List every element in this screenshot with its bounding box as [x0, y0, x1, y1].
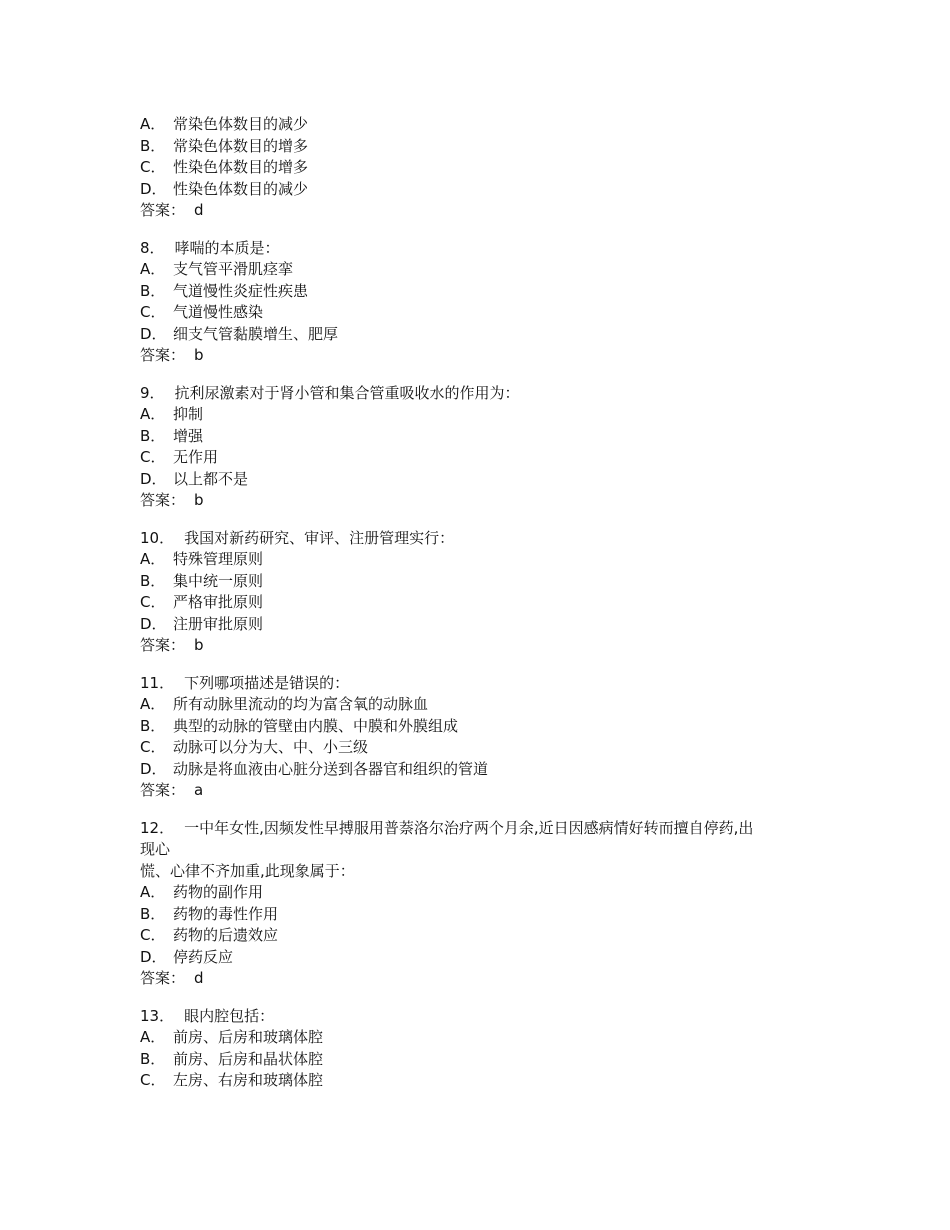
- answer-value: b: [194, 346, 204, 364]
- block-spacer: [140, 657, 820, 673]
- option-item: [140, 571, 820, 593]
- option-label: D．: [140, 614, 167, 633]
- question-text: 我国对新药研究、审评、注册管理实行：: [184, 528, 455, 547]
- question-number: 9．: [140, 383, 165, 402]
- question-line: [140, 673, 820, 695]
- answer-label: 答案：: [140, 346, 186, 364]
- option-label: A．: [140, 1028, 166, 1046]
- answer-line: [140, 968, 820, 990]
- answer-line: [140, 345, 820, 367]
- question-text: 抗利尿激素对于肾小管和集合管重吸收水的作用为：: [174, 383, 520, 402]
- question-text: 眼内腔包括：: [184, 1006, 275, 1025]
- option-text: 特殊管理原则: [173, 550, 264, 568]
- option-label: A．: [140, 695, 166, 713]
- option-item: [140, 324, 820, 346]
- option-item: [140, 469, 820, 491]
- option-item: [140, 882, 820, 904]
- answer-label: 答案：: [140, 201, 186, 219]
- block-spacer: [140, 222, 820, 238]
- option-item: [140, 947, 820, 969]
- question-number: 12．: [140, 818, 175, 837]
- option-item: [140, 281, 820, 303]
- option-text: 动脉是将血液由心脏分送到各器官和组织的管道: [173, 759, 489, 778]
- option-label: C．: [140, 1071, 166, 1089]
- option-label: B．: [140, 1049, 166, 1068]
- option-text: 左房、右房和玻璃体腔: [173, 1071, 324, 1089]
- option-text: 注册审批原则: [173, 614, 264, 633]
- option-label: A．: [140, 115, 166, 133]
- option-text: 气道慢性感染: [173, 303, 264, 321]
- question-line: [140, 861, 820, 883]
- option-item: [140, 549, 820, 571]
- answer-line: [140, 200, 820, 222]
- answer-value: d: [194, 969, 204, 987]
- option-item: [140, 592, 820, 614]
- option-item: [140, 1070, 820, 1092]
- option-item: [140, 114, 820, 136]
- option-label: C．: [140, 303, 166, 321]
- option-label: A．: [140, 405, 166, 423]
- option-text: 性染色体数目的减少: [173, 179, 309, 198]
- question-block: [140, 673, 820, 802]
- question-line: [140, 818, 820, 840]
- option-label: B．: [140, 426, 166, 445]
- option-label: C．: [140, 593, 166, 611]
- option-text: 停药反应: [173, 947, 234, 966]
- option-text: 常染色体数目的增多: [173, 136, 309, 155]
- option-text: 细支气管黏膜增生、肥厚: [173, 324, 339, 343]
- option-item: [140, 157, 820, 179]
- question-line: [140, 1006, 820, 1028]
- option-item: [140, 136, 820, 158]
- option-text: 动脉可以分为大、中、小三级: [173, 738, 369, 756]
- option-text: 药物的后遗效应: [173, 926, 279, 944]
- option-label: D．: [140, 469, 167, 488]
- option-text: 支气管平滑肌痉挛: [173, 260, 294, 278]
- answer-line: [140, 780, 820, 802]
- option-label: D．: [140, 324, 167, 343]
- option-item: [140, 447, 820, 469]
- option-item: [140, 716, 820, 738]
- option-item: [140, 904, 820, 926]
- question-text: 一中年女性,因频发性早搏服用普萘洛尔治疗两个月余,近日因感病情好转而擅自停药,出: [184, 818, 754, 837]
- question-line: [140, 238, 820, 260]
- question-text: 现心: [140, 840, 171, 858]
- question-block: [140, 114, 820, 222]
- question-text: 哮喘的本质是：: [174, 238, 280, 257]
- document-body: [140, 114, 820, 1092]
- answer-line: [140, 635, 820, 657]
- question-block: [140, 383, 820, 512]
- option-label: C．: [140, 448, 166, 466]
- option-item: [140, 302, 820, 324]
- option-text: 严格审批原则: [173, 593, 264, 611]
- option-label: B．: [140, 281, 166, 300]
- option-label: D．: [140, 759, 167, 778]
- option-item: [140, 1049, 820, 1071]
- question-block: [140, 528, 820, 657]
- option-item: [140, 614, 820, 636]
- answer-value: b: [194, 491, 204, 509]
- option-label: A．: [140, 260, 166, 278]
- answer-label: 答案：: [140, 969, 186, 987]
- answer-value: d: [194, 201, 204, 219]
- option-text: 前房、后房和晶状体腔: [173, 1049, 324, 1068]
- answer-value: a: [194, 781, 204, 799]
- option-item: [140, 426, 820, 448]
- option-text: 药物的副作用: [173, 883, 264, 901]
- question-number: 11．: [140, 673, 175, 692]
- option-item: [140, 925, 820, 947]
- question-block: [140, 1006, 820, 1092]
- option-text: 以上都不是: [173, 469, 249, 488]
- option-label: A．: [140, 883, 166, 901]
- option-label: B．: [140, 136, 166, 155]
- option-label: B．: [140, 904, 166, 923]
- option-label: A．: [140, 550, 166, 568]
- option-text: 前房、后房和玻璃体腔: [173, 1028, 324, 1046]
- option-text: 常染色体数目的减少: [173, 115, 309, 133]
- question-number: 8．: [140, 238, 165, 257]
- option-label: B．: [140, 716, 166, 735]
- question-block: [140, 818, 820, 990]
- answer-label: 答案：: [140, 781, 186, 799]
- option-text: 集中统一原则: [173, 571, 264, 590]
- question-text: 下列哪项描述是错误的：: [184, 673, 350, 692]
- option-text: 所有动脉里流动的均为富含氧的动脉血: [173, 695, 429, 713]
- answer-line: [140, 490, 820, 512]
- option-label: C．: [140, 926, 166, 944]
- option-label: C．: [140, 738, 166, 756]
- question-text: 慌、心律不齐加重,此现象属于：: [140, 861, 355, 880]
- answer-value: b: [194, 636, 204, 654]
- option-label: B．: [140, 571, 166, 590]
- block-spacer: [140, 367, 820, 383]
- question-number: 13．: [140, 1006, 175, 1025]
- option-text: 药物的毒性作用: [173, 904, 279, 923]
- option-text: 气道慢性炎症性疾患: [173, 281, 309, 300]
- option-text: 抑制: [173, 405, 204, 423]
- option-text: 增强: [173, 426, 204, 445]
- question-line: [140, 528, 820, 550]
- block-spacer: [140, 802, 820, 818]
- question-block: [140, 238, 820, 367]
- block-spacer: [140, 512, 820, 528]
- question-line: [140, 839, 820, 861]
- option-item: [140, 179, 820, 201]
- option-text: 无作用: [173, 448, 219, 466]
- option-label: C．: [140, 158, 166, 176]
- option-item: [140, 404, 820, 426]
- option-label: D．: [140, 947, 167, 966]
- option-text: 性染色体数目的增多: [173, 158, 309, 176]
- option-item: [140, 694, 820, 716]
- option-text: 典型的动脉的管壁由内膜、中膜和外膜组成: [173, 716, 459, 735]
- option-item: [140, 737, 820, 759]
- option-item: [140, 759, 820, 781]
- option-label: D．: [140, 179, 167, 198]
- option-item: [140, 1027, 820, 1049]
- option-item: [140, 259, 820, 281]
- question-number: 10．: [140, 528, 175, 547]
- block-spacer: [140, 990, 820, 1006]
- answer-label: 答案：: [140, 636, 186, 654]
- question-line: [140, 383, 820, 405]
- answer-label: 答案：: [140, 491, 186, 509]
